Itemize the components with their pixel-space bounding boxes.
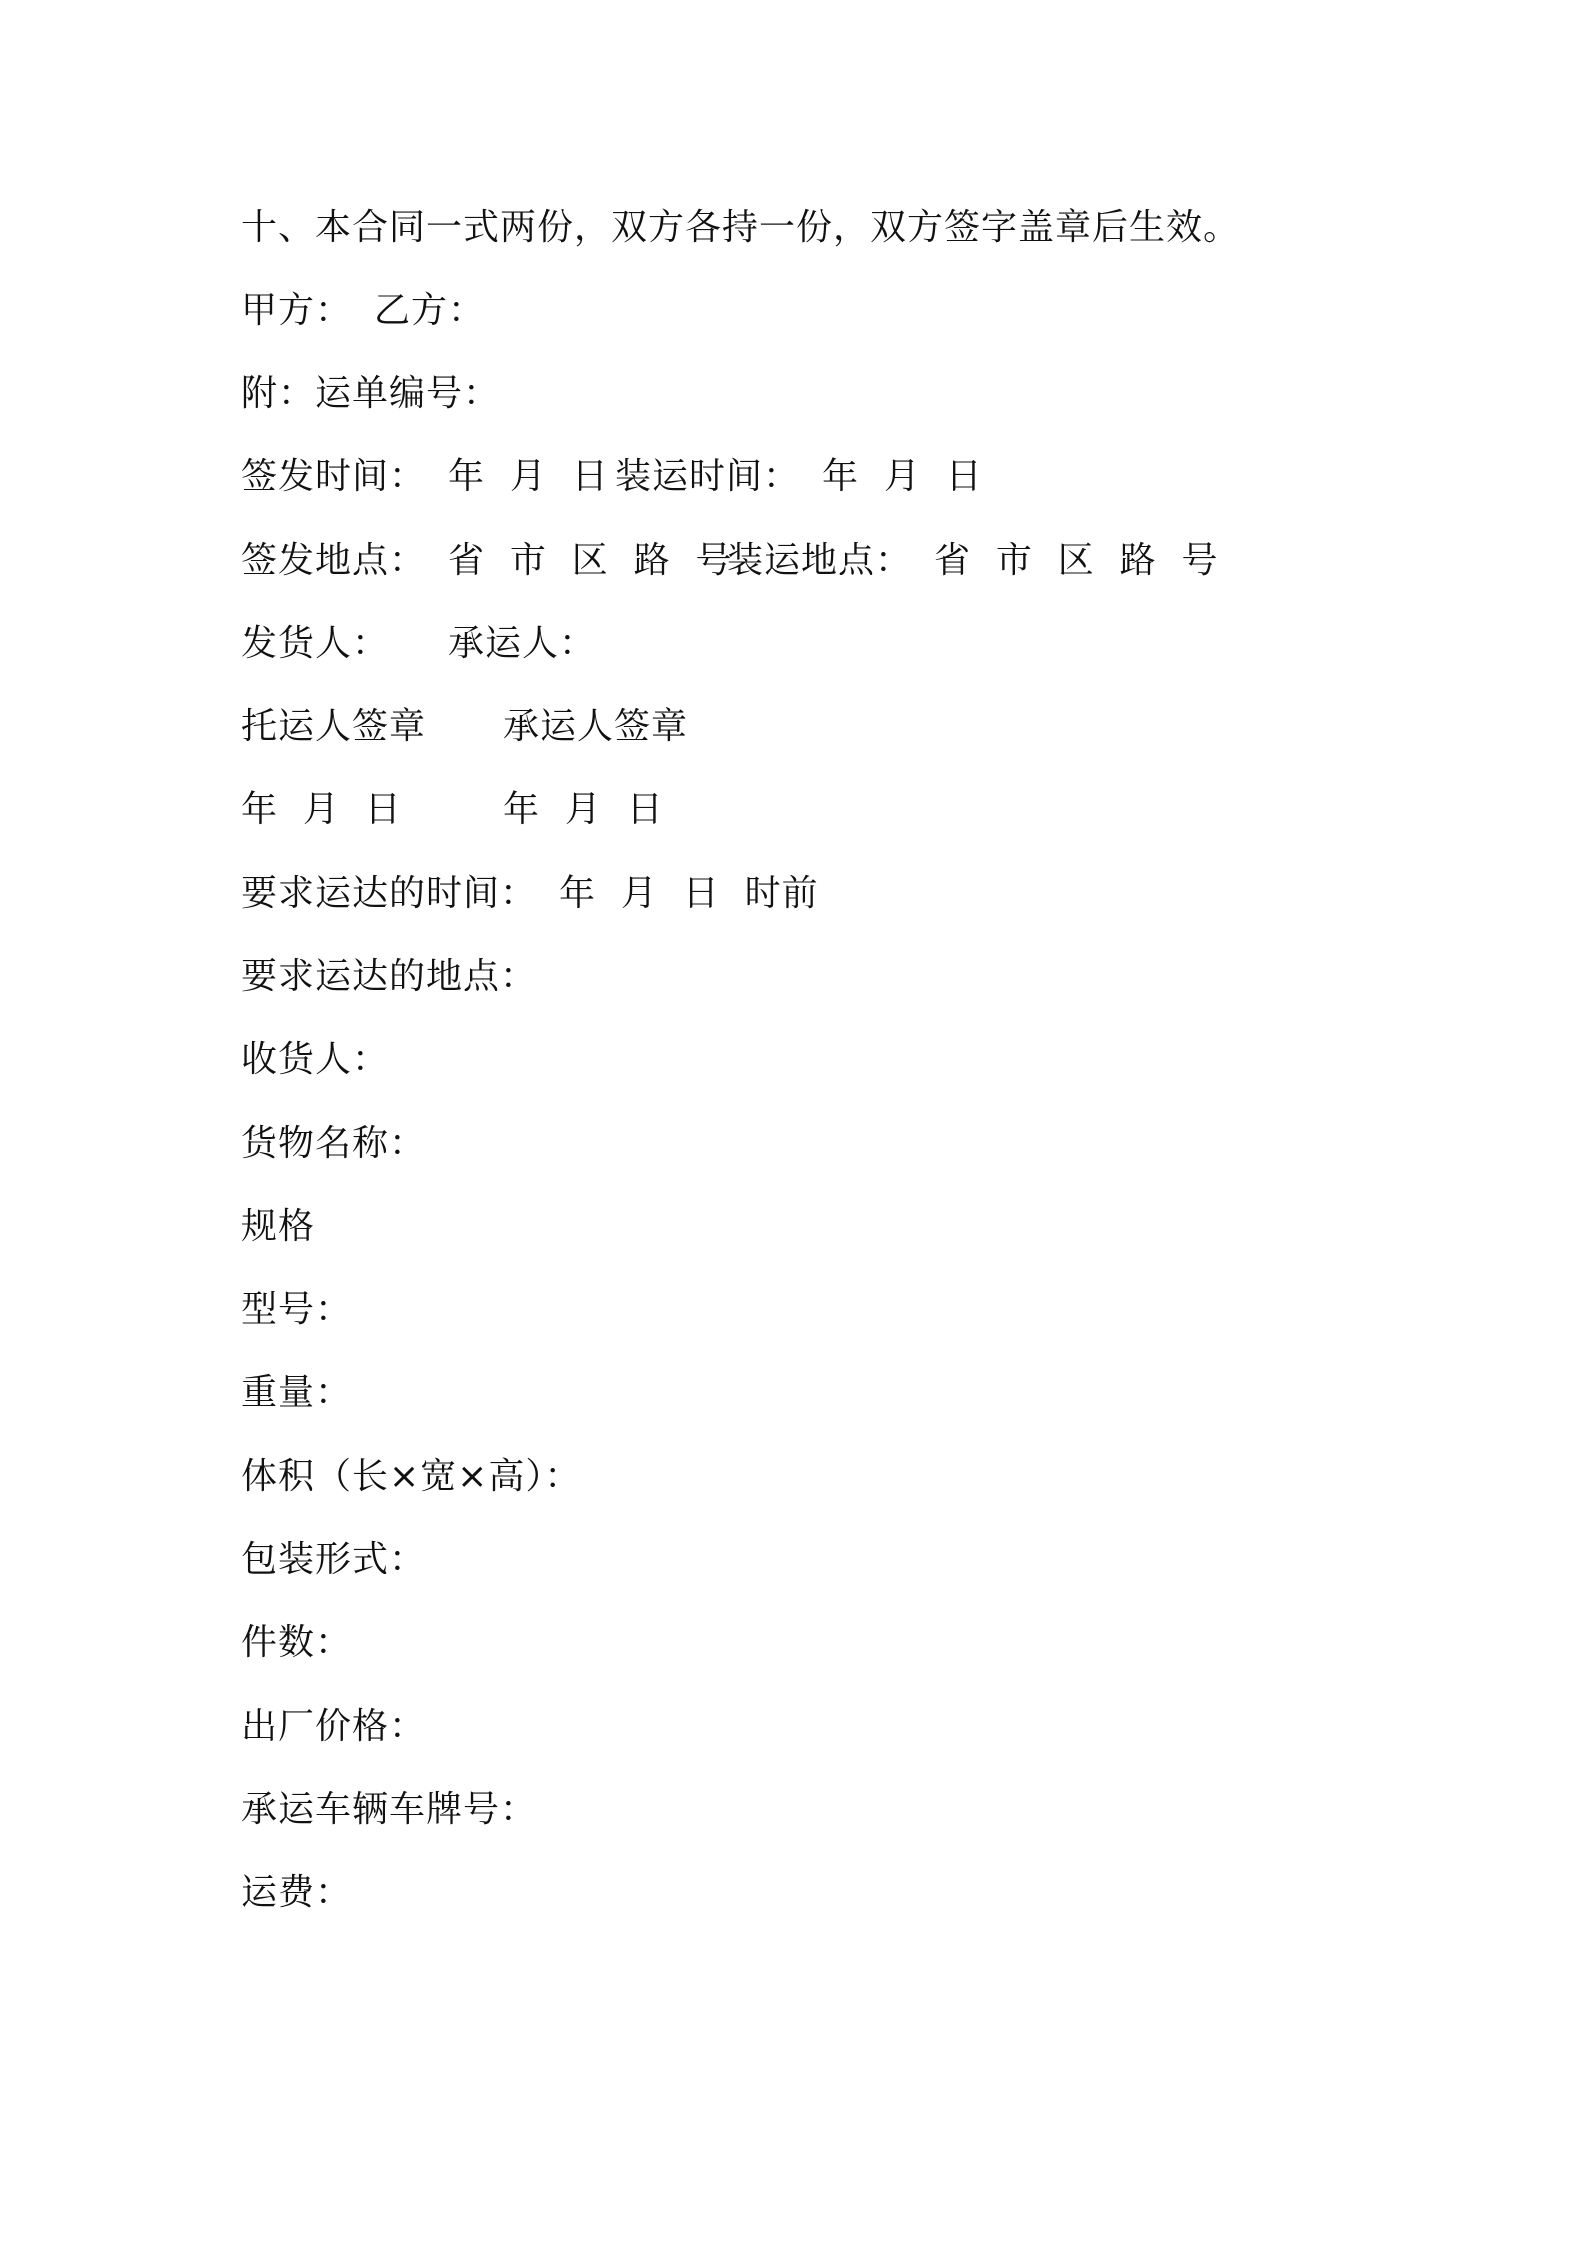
waybill-number-label: 附：运单编号： (241, 373, 501, 414)
packaging-row (241, 1534, 427, 1586)
loading-place-label: 装运地点： (727, 540, 913, 581)
consignor-seal-label: 托运人签章 (241, 706, 427, 747)
factory-price-row (241, 1701, 427, 1753)
seal-row (241, 701, 689, 753)
shipper-label: 发货人： (241, 623, 390, 664)
shipper-carrier-row (241, 618, 597, 670)
carrier-label: 承运人： (448, 623, 597, 664)
vehicle-plate-row (241, 1784, 538, 1836)
consignee-row (241, 1034, 390, 1086)
factory-price-label: 出厂价格： (241, 1706, 427, 1747)
issue-time-label: 签发时间： (241, 456, 427, 497)
arrival-place-row (241, 951, 538, 1003)
volume-row (241, 1451, 582, 1503)
specification-label: 规格 (241, 1206, 316, 1247)
weight-row (241, 1367, 353, 1419)
pieces-row (241, 1617, 353, 1669)
time-row (241, 451, 983, 503)
model-label: 型号： (241, 1289, 353, 1330)
freight-label: 运费： (241, 1872, 353, 1913)
waybill-row (241, 368, 501, 420)
vehicle-plate-label: 承运车辆车牌号： (241, 1789, 538, 1830)
model-row (241, 1284, 353, 1336)
party-a-label: 甲方： (241, 290, 353, 331)
specification-row (241, 1201, 316, 1253)
required-arrival-time-value: 年 月 日 时前 (559, 873, 819, 914)
goods-name-label: 货物名称： (241, 1123, 427, 1164)
party-b-label: 乙方： (374, 290, 486, 331)
required-arrival-place-label: 要求运达的地点： (241, 956, 538, 997)
issue-place-label: 签发地点： (241, 540, 427, 581)
arrival-time-row (241, 868, 819, 920)
volume-label: 体积（长×宽×高）： (241, 1456, 582, 1497)
goods-name-row (241, 1118, 427, 1170)
carrier-date: 年 月 日 (503, 789, 664, 830)
clause-10-text: 十、本合同一式两份，双方各持一份，双方签字盖章后生效。 (241, 207, 1241, 248)
carrier-seal-label: 承运人签章 (503, 706, 689, 747)
issue-time-date: 年 月 日 (448, 456, 609, 497)
seal-date-row (241, 784, 664, 836)
loading-time-date: 年 月 日 (822, 456, 983, 497)
consignor-date: 年 月 日 (241, 789, 402, 830)
place-row (241, 535, 1219, 587)
required-arrival-time-label: 要求运达的时间： (241, 873, 538, 914)
loading-place-fields: 省 市 区 路 号 (934, 540, 1219, 581)
issue-place-fields: 省 市 区 路 号 (448, 540, 733, 581)
consignee-label: 收货人： (241, 1039, 390, 1080)
freight-row (241, 1867, 353, 1919)
pieces-label: 件数： (241, 1622, 353, 1663)
clause-10 (241, 202, 1241, 254)
parties-row (241, 285, 486, 337)
weight-label: 重量： (241, 1372, 353, 1413)
packaging-label: 包装形式： (241, 1539, 427, 1580)
loading-time-label: 装运时间： (615, 456, 801, 497)
